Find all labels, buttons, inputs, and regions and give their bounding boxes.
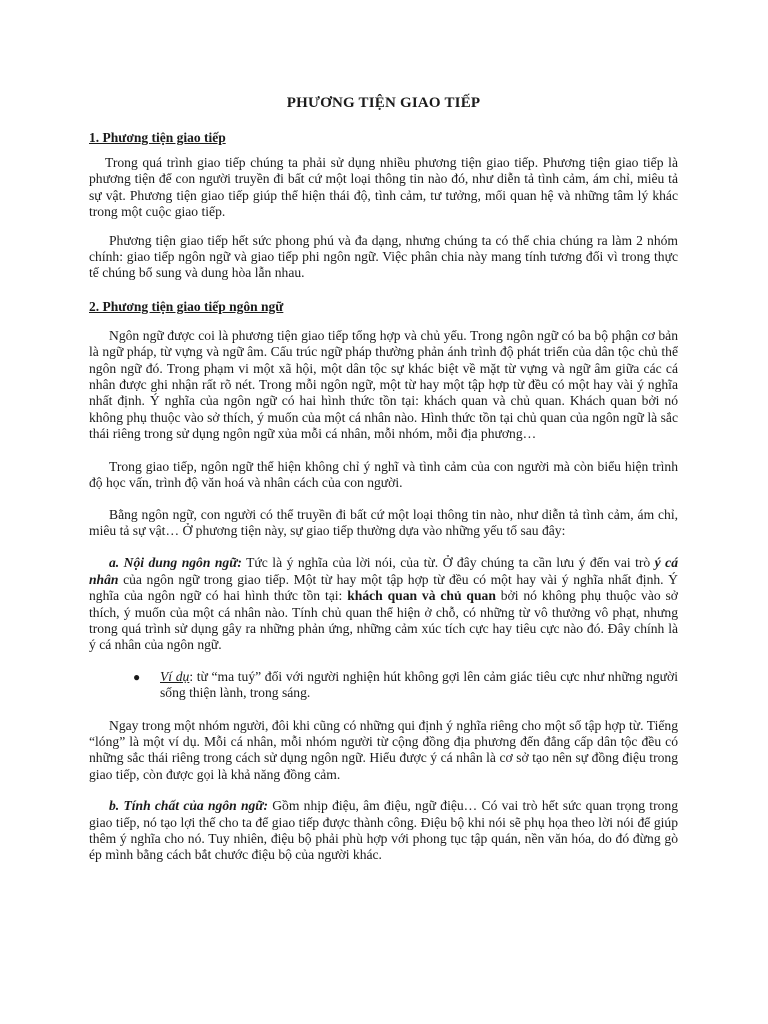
section-2-paragraph-4: Ngay trong một nhóm người, đôi khi cũng có những qui định ý nghĩa riêng cho một số tập hợp từ. Tiếng “lóng” là một ví dụ. Mỗi cá nhân, mỗi nhóm người từ cộng đồng địa phương đến đẳng cấp dân tộc đều có những sắc thái riêng trong cách sử dụng ngôn ngữ. Hiểu được ý cá nhân là cơ sở tạo nên sự đồng điệu trong giao tiếp, còn được gọi là khả năng đồng cảm. <box>89 717 678 782</box>
example-text <box>160 669 678 702</box>
section-2-paragraph-3: Bằng ngôn ngữ, con người có thể truyền đi bất cứ một loại thông tin nào, như diễn tả tình cảm, ám chỉ, miêu tả sự vật… Ở phương tiện này, sự giao tiếp thường dựa vào những yếu tố sau đây: <box>89 506 678 538</box>
content-text-2: của ngôn ngữ trong giao tiếp. Một từ hay một tập hợp từ đều có một hay vài ý nghĩa nhất định. Ý nghĩa của ngôn ngữ có hai hình thức tồn tại: <box>89 571 678 604</box>
bullet-icon: ● <box>133 669 141 684</box>
section-2-paragraph-1: Ngôn ngữ được coi là phương tiện giao tiếp tổng hợp và chủ yếu. Trong ngôn ngữ có ba bộ phận cơ bản là ngữ pháp, từ vựng và ngữ âm. Cấu trúc ngữ pháp thường phản ánh trình độ phát triển của dân tộc chủ thể ngôn ngữ đó. Trong phạm vi một xã hội, một dân tộc sự khác biệt về mặt từ vựng và ngữ âm giữa các cá nhân được ghi nhận rất rõ nét. Trong mỗi ngôn ngữ, một từ hay một tập hợp từ đều có một hay vài ý nghĩa nhất định. Ý nghĩa của ngôn ngữ có hai hình thức tồn tại: khách quan và chủ quan. Khách quan bởi nó không phụ thuộc vào sở thích, ý muốn của một cá nhân nào. Hình thức tồn tại chủ quan của ngôn ngữ là sắc thái riêng trong sử dụng ngôn ngữ xủa mỗi cá nhân, mỗi nhóm, mỗi địa phương… <box>89 327 678 442</box>
content-emphasis-1: ý cá nhân <box>89 555 679 587</box>
content-emphasis-2: khách quan và chủ quan <box>347 588 496 604</box>
section-1-heading: 1. Phương tiện giao tiếp <box>89 130 226 145</box>
content-paragraph <box>89 555 678 653</box>
section-2-heading: 2. Phương tiện giao tiếp ngôn ngữ <box>89 298 284 314</box>
example-body: : từ “ma tuý” đối với người nghiện hút không gợi lên cảm giác tiêu cực như những người sống thiện lành, trong sáng. <box>160 668 678 701</box>
content-text-1: Tức là ý nghĩa của lời nói, của từ. Ở đây chúng ta cần lưu ý đến vai trò <box>241 555 655 571</box>
section-1-paragraph-1: Trong quá trình giao tiếp chúng ta phải sử dụng nhiều phương tiện giao tiếp. Phương tiện giao tiếp là phương tiện để con người truyền đi bất cứ một loại thông tin nào đó, như diễn tả tình cảm, ám chỉ, miêu tả sự vật. Phương tiện giao tiếp giúp thể hiện thái độ, tình cảm, tư tưởng, mối quan hệ và những tâm lý khác trong một cuộc giao tiếp. <box>89 155 678 220</box>
section-1-paragraph-2: Phương tiện giao tiếp hết sức phong phú và đa dạng, nhưng chúng ta có thể chia chúng ra làm 2 nhóm chính: giao tiếp ngôn ngữ và giao tiếp phi ngôn ngữ. Việc phân chia này mang tính tương đối vì trong thực tế chúng bổ sung và dung hòa lẫn nhau. <box>89 232 678 281</box>
language-properties-label: b. Tính chất của ngôn ngữ: <box>109 798 268 814</box>
example-bullet <box>133 669 678 702</box>
document-title: PHƯƠNG TIỆN GIAO TIẾP <box>286 95 481 111</box>
language-properties-paragraph <box>89 798 678 864</box>
language-properties-text: Gồm nhịp điệu, âm điệu, ngữ điệu… Có vai trò hết sức quan trọng trong giao tiếp, nó tạo lợi thế cho ta để giao tiếp được thành công. Điệu bộ khi nói sẽ phụ họa theo lời nói để giúp thêm ý nghĩa cho nó. Tuy nhiên, điệu bộ phải phù hợp với phong tục tập quán, nền văn hóa, do đó đừng gò ép mình bằng cách bắt chước điệu bộ của người khác. <box>89 798 678 863</box>
example-label: Ví dụ <box>160 668 190 684</box>
content-label: a. Nội dung ngôn ngữ: <box>109 555 242 571</box>
content-text-3: bởi nó không phụ thuộc vào sở thích, ý muốn của một cá nhân nào. Tính chủ quan thể hiện ở chỗ, có những từ vô thưởng vô phạt, nhưng trong quá trình sử dụng gây ra những phản ứng, những cảm xúc tích cực hay tiêu cực nào đó. Đây chính là ý cá nhân của ngôn ngữ. <box>89 588 678 653</box>
section-2-paragraph-2: Trong giao tiếp, ngôn ngữ thể hiện không chỉ ý nghĩ và tình cảm của con người mà còn biểu hiện trình độ học vấn, trình độ văn hoá và nhân cách của con người. <box>89 458 678 491</box>
